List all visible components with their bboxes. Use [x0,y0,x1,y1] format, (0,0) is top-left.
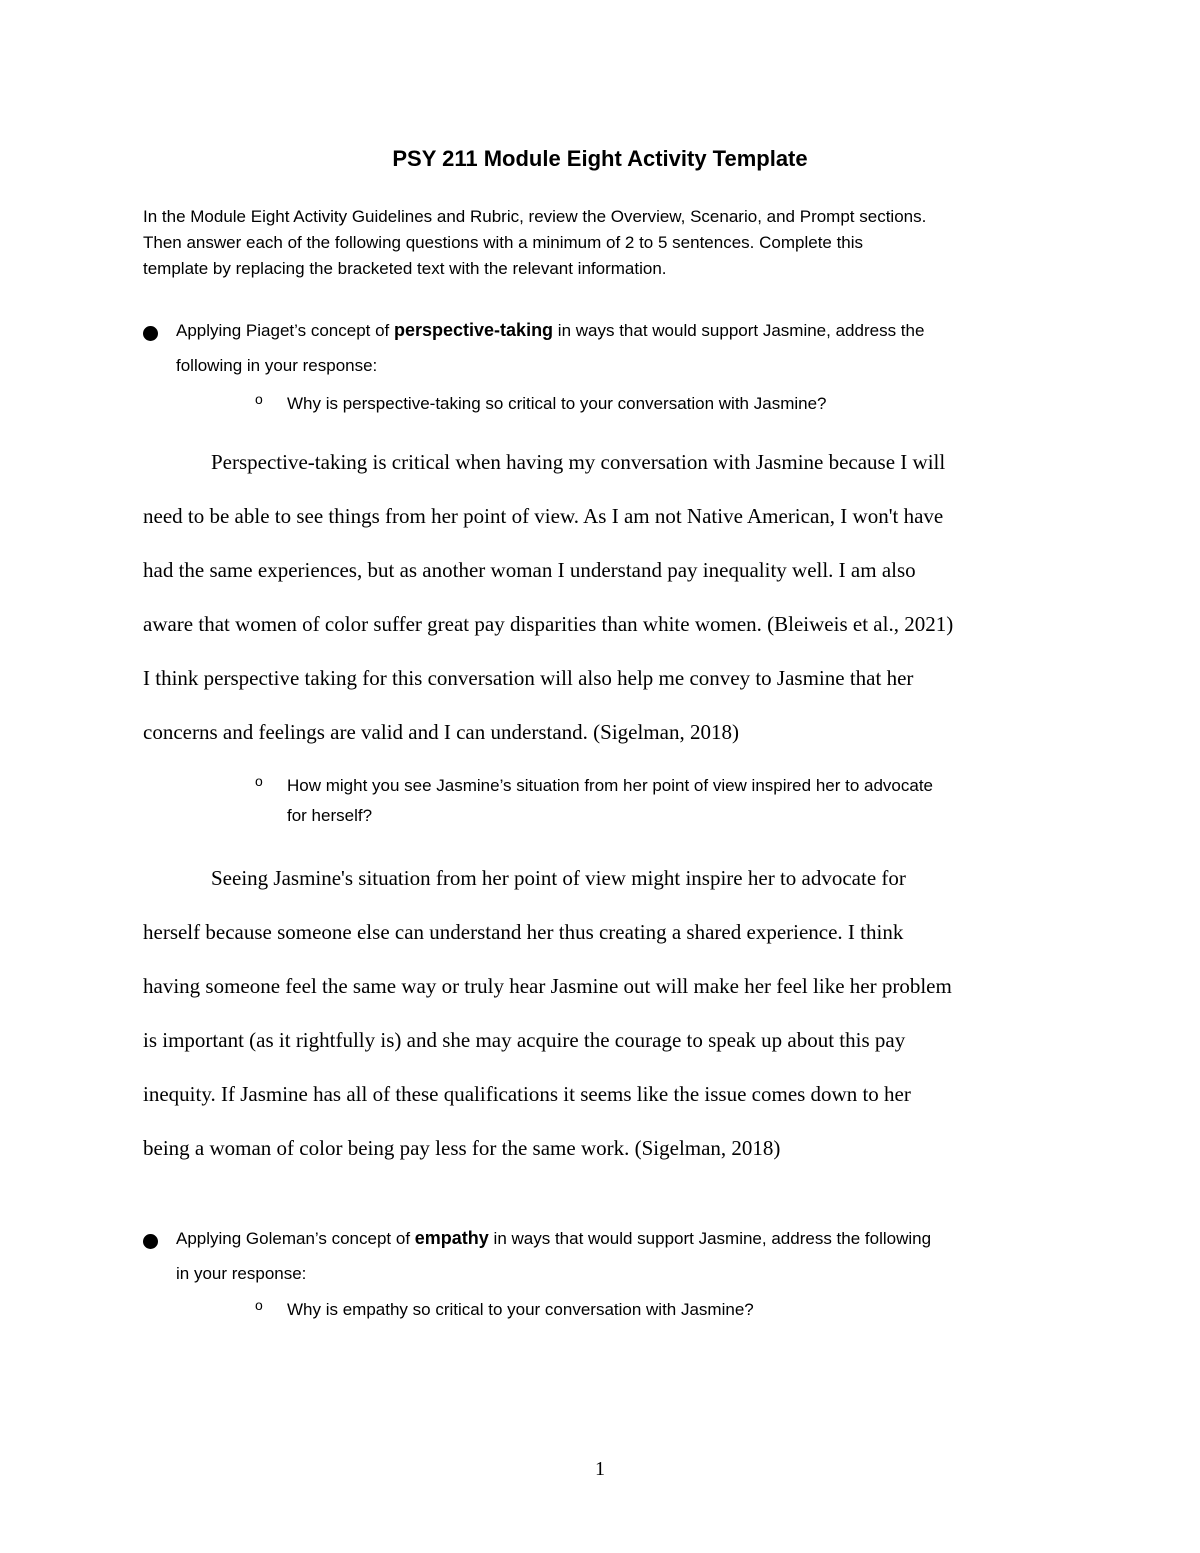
answer-line: concerns and feelings are valid and I can understand. (Sigelman, 2018) [143,720,739,744]
intro-line: In the Module Eight Activity Guidelines and Rubric, review the Overview, Scenario, and Prompt sections. [143,207,927,226]
answer-line: Perspective-taking is critical when having my conversation with Jasmine because I will [211,450,946,474]
intro-line: Then answer each of the following questions with a minimum of 2 to 5 sentences. Complete this [143,233,864,252]
bold-term: perspective-taking [394,320,554,340]
question-text: How might you see Jasmine’s situation from her point of view inspired her to advocate [287,776,934,795]
bullet-text-continued: in your response: [176,1264,307,1283]
question-text: for herself? [287,806,373,825]
sub-bullet-marker: o [255,391,263,407]
answer-line: Seeing Jasmine's situation from her point of view might inspire her to advocate for [211,866,906,890]
answer-line: inequity. If Jasmine has all of these qualifications it seems like the issue comes down to her [143,1082,911,1106]
sub-bullet-marker: o [255,773,263,789]
bullet-text-continued: following in your response: [176,356,378,375]
answer-line: aware that women of color suffer great pay disparities than white women. (Bleiweis et al., 2021) [143,612,954,636]
bullet-text: Applying Piaget’s concept of perspective-taking in ways that would support Jasmine, address the [176,320,925,340]
intro-line: template by replacing the bracketed text with the relevant information. [143,259,667,278]
bold-term: empathy [414,1228,489,1248]
bullet-text: Applying Goleman’s concept of empathy in ways that would support Jasmine, address the following [176,1228,932,1248]
answer-line: is important (as it rightfully is) and she may acquire the courage to speak up about this pay [143,1028,906,1052]
answer-line: had the same experiences, but as another woman I understand pay inequality well. I am also [143,558,916,582]
answer-line: need to be able to see things from her point of view. As I am not Native American, I won't have [143,504,944,528]
page-number: 1 [595,1458,605,1480]
intro-paragraph [143,204,1063,282]
answer-line: having someone feel the same way or truly hear Jasmine out will make her feel like her problem [143,974,952,998]
document-title: PSY 211 Module Eight Activity Template [392,146,808,171]
question-text: Why is empathy so critical to your conversation with Jasmine? [287,1300,754,1319]
question-text: Why is perspective-taking so critical to your conversation with Jasmine? [287,394,827,413]
bullet-dot-icon [143,1234,158,1249]
sub-bullet-marker: o [255,1297,263,1313]
answer-2 [143,863,1073,1187]
answer-line: herself because someone else can understand her thus creating a shared experience. I think [143,920,904,944]
answer-line: I think perspective taking for this conversation will also help me convey to Jasmine that her [143,666,914,690]
answer-1 [143,447,1073,771]
answer-line: being a woman of color being pay less for the same work. (Sigelman, 2018) [143,1136,781,1160]
bullet-dot-icon [143,326,158,341]
